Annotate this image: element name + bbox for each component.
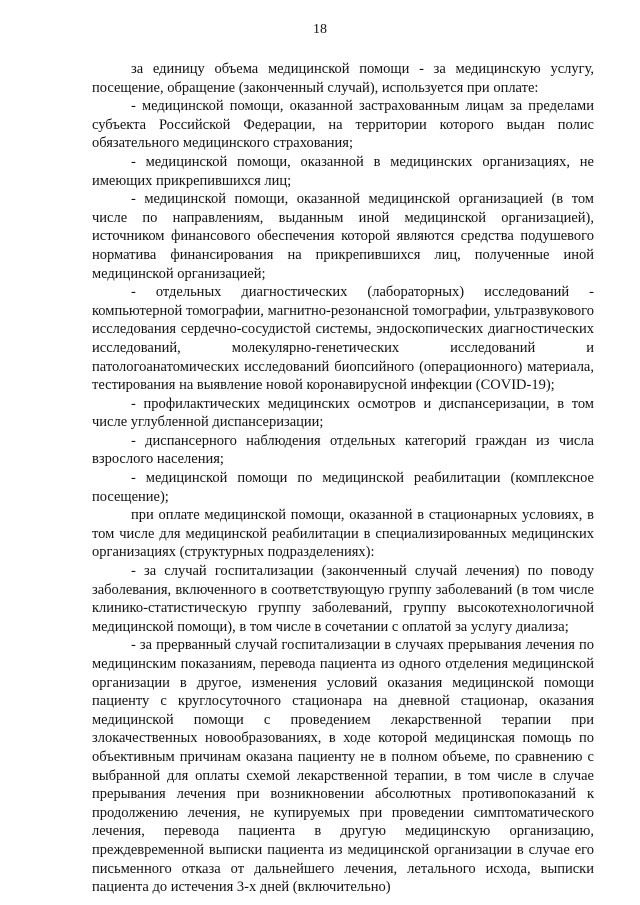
paragraph-item: - медицинской помощи, оказанной в медицинских организациях, не имеющих прикрепившихся лиц; <box>92 153 594 189</box>
paragraph-item: - за прерванный случай госпитализации в случаях прерывания лечения по медицинским показаниям, перевода пациента из одного отделения медицинской организации в другое, изменения условий оказания медицинской помощи пациенту с круглосуточного стационара на дневной стационар, оказания медицинской помощи с проведением лекарственной терапии при злокачественных новообразованиях, в ходе которой медицинская помощь по объективным причинам оказана пациенту не в полном объеме, по сравнению с выбранной для оплаты схемой лекарственной терапии, в том числе в случае прерывания лечения при возникновении абсолютных противопоказаний к продолжению лечения, не купируемых при проведении симптоматического лечения, перевода пациента в другую медицинскую организацию, преждевременной выписки пациента из медицинской организации в случае его письменного отказа от дальнейшего лечения, летального исхода, выписки пациента до истечения 3-х дней (включительно) <box>92 637 594 896</box>
paragraph-item: - за случай госпитализации (законченный случай лечения) по поводу заболевания, включенного в соответствующую группу заболеваний (в том числе клинико-статистическую группу заболеваний, группу высокотехнологичной медицинской помощи), в том числе в сочетании с оплатой за услугу диализа; <box>92 563 594 635</box>
paragraph-item: - медицинской помощи, оказанной застрахованным лицам за пределами субъекта Российской Федерации, на территории которого выдан полис обязательного медицинского страхования; <box>92 98 594 152</box>
document-body <box>92 60 594 897</box>
paragraph-item: - медицинской помощи, оказанной медицинской организацией (в том числе по направлениям, выданным иной медицинской организацией), источником финансового обеспечения которой являются средства подушевого норматива финансирования на прикрепившихся лиц, полученные иной медицинской организацией; <box>92 191 594 282</box>
paragraph-intro: за единицу объема медицинской помощи - за медицинскую услугу, посещение, обращение (законченный случай), используется при оплате: <box>92 61 594 96</box>
paragraph-intro: при оплате медицинской помощи, оказанной в стационарных условиях, в том числе для медицинской реабилитации в специализированных медицинских организациях (структурных подразделениях): <box>92 507 594 561</box>
paragraph-item: - диспансерного наблюдения отдельных категорий граждан из числа взрослого населения; <box>92 432 594 468</box>
paragraph-item: - медицинской помощи по медицинской реабилитации (комплексное посещение); <box>92 470 594 505</box>
page-number: 18 <box>313 22 327 37</box>
paragraph-item: - профилактических медицинских осмотров и диспансеризации, в том числе углубленной диспансеризации; <box>92 395 594 431</box>
paragraph-item: - отдельных диагностических (лабораторных) исследований - компьютерной томографии, магнитно-резонансной томографии, ультразвукового исследования сердечно-сосудистой системы, эндоскопических диагностических исследований, молекулярно-генетических исследований и патологоанатомических исследований биопсийного (операционного) материала, тестирования на выявление новой коронавирусной инфекции (COVID-19); <box>92 284 594 394</box>
